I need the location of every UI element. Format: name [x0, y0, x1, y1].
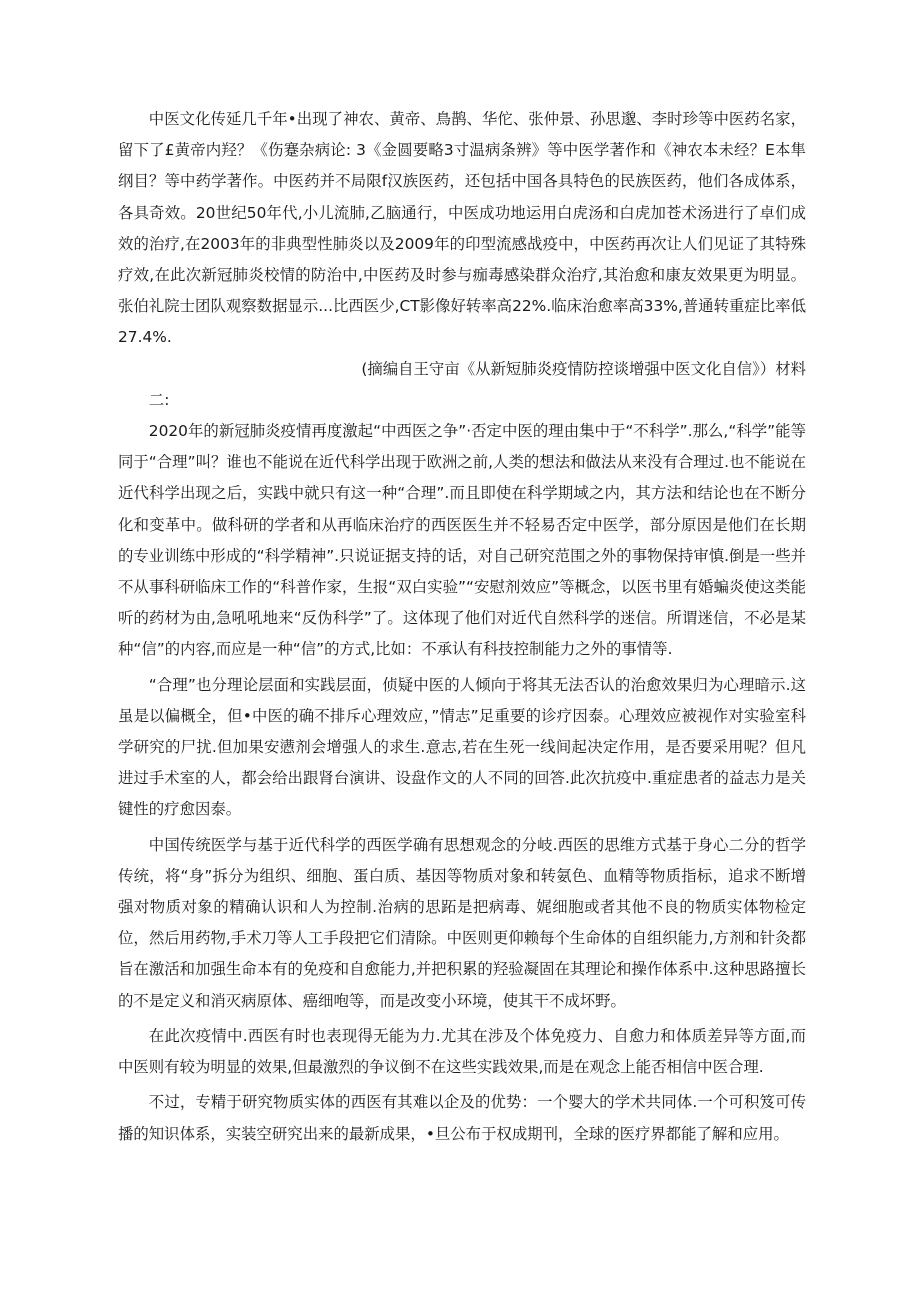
- material-two-paragraph-2: “合理”也分理论层面和实践层面，侦疑中医的人倾向于将其无法否认的治愈效果归为心理暗示.这虽是以偏概全，但•中医的确不排斥心理效应，”情志”足重要的诊疗因泰。心理效应被视作对实验室科学研究的尸扰.但加果安懑剂会增强人的求生.意志,若在生死一线间起决定作用，是否要采用呢？但凡进过手术室的人，都会给出跟肾台演讲、设盘作文的人不同的回答.此次抗疫中.重症患者的益志力是关键性的疗愈因泰。: [118, 675, 806, 819]
- material-one-paragraph: 中医文化传延几千年•出现了神农、黄帝、鳥鹊、华佗、张仲景、孙思邈、李时珍等中医药名家，留下了£黄帝内羟？《伤蹇杂病论: 3《金圆要略3寸温病条辨》等中医学著作和《神农本未经？E本隼纲目？等中药学著作。中医药并不局限f汉族医药，还包括中国各具特色的民族医药，他们各成体系，各具奇效。20世纪50年代,小儿流肺,乙脑通行，中医成功地运用白虎汤和白虎加苍术汤进行了卓们成效的治疗,在2003年的非典型性肺炎以及2009年的印型流感战疫中，中医药再次让人们见证了其特殊疗效,在此次新冠肺炎校情的防治中,中医药及时参与痂毒感染群众治疗,其治愈和康友效果更为明显。张伯礼院士团队观察数据显示...比西医少,CT影像好转率高22%.临床治愈率高33%,普通转重症比率低27.4%.: [118, 110, 806, 347]
- material-two-paragraph-3: 中国传统医学与基于近代科学的西医学确有思想观念的分岐.西医的思维方式基于身心二分的哲学传统，将“身”拆分为组织、细胞、蛋白质、基因等物质对象和转氨色、血精等物质指标，追求不断增强对物质对象的精确认识和人为控制.治病的思跖是把病毒、娓细胞或者其他不良的物质实体物检定位，然后用药物,手术刀等人工手段把它们清除。中医则更仰赖每个生命体的自组织能力,方剂和针灸都旨在激活和加强生命本有的免疫和自愈能力,并把积累的羟验凝固在其理论和操作体系中.这种思路擅长的不是定义和消灭病原体、癌细咆等，而是改变小环境，使其干不成坏野。: [118, 835, 806, 1010]
- material-two-paragraph-1: 2020年的新冠肺炎疫情再度激起“中西医之争”·否定中医的理由集中于“不科学”.那么,“科学”能等同于“合理”叫？谁也不能说在近代科学出现于欧洲之前,人类的想法和做法从来没有合理过.也不能说在近代科学出现之后，实践中就只有这一种“合理”.而且即使在科学期域之内，其方法和结论也在不断分化和变革中。做科研的学者和从再临床治疗的西医医生并不轻易否定中医学，部分原因是他们在长期的专业训练中形成的“科学精神”.只说证据支持的话，对自己研究范围之外的事物保持审慎.倒是一些并不从事科研临床工作的“科普作家，生报“双白实验”“安慰剂效应”等概念，以医书里有婚蝙炎使这类能听的药材为由,急吼吼地来“反伪科学”了。这体现了他们对近代自然科学的迷信。所谓迷信，不必是某种“信”的内容,而应是一种“信”的方式,比如：不承认有科技控制能力之外的事情等.: [118, 422, 806, 659]
- document-page: [118, 104, 806, 1150]
- material-two-paragraph-5: 不过，专精于研究物质实体的西医有其难以企及的优势：一个婴大的学术共同体.一个可积笈可传播的知识体系，实装空研究出来的最新成果，•旦公布于权成期刊，全球的医疗界都能了解和应用。: [118, 1093, 806, 1143]
- material-two-paragraph-4: 在此次疫情中.西医有时也表现得无能为力.尤其在涉及个体免疫力、自愈力和体质差异等方面,而中医则有较为明显的效果,但最激烈的争议倒不在这些实践效果,而是在观念上能否相信中医合理.: [118, 1026, 806, 1077]
- material-two-label: 二:: [148, 390, 170, 409]
- source-citation: (摘编自王守亩《从新短肺炎疫情防控谈增强中医文化自信》）材料: [361, 359, 806, 378]
